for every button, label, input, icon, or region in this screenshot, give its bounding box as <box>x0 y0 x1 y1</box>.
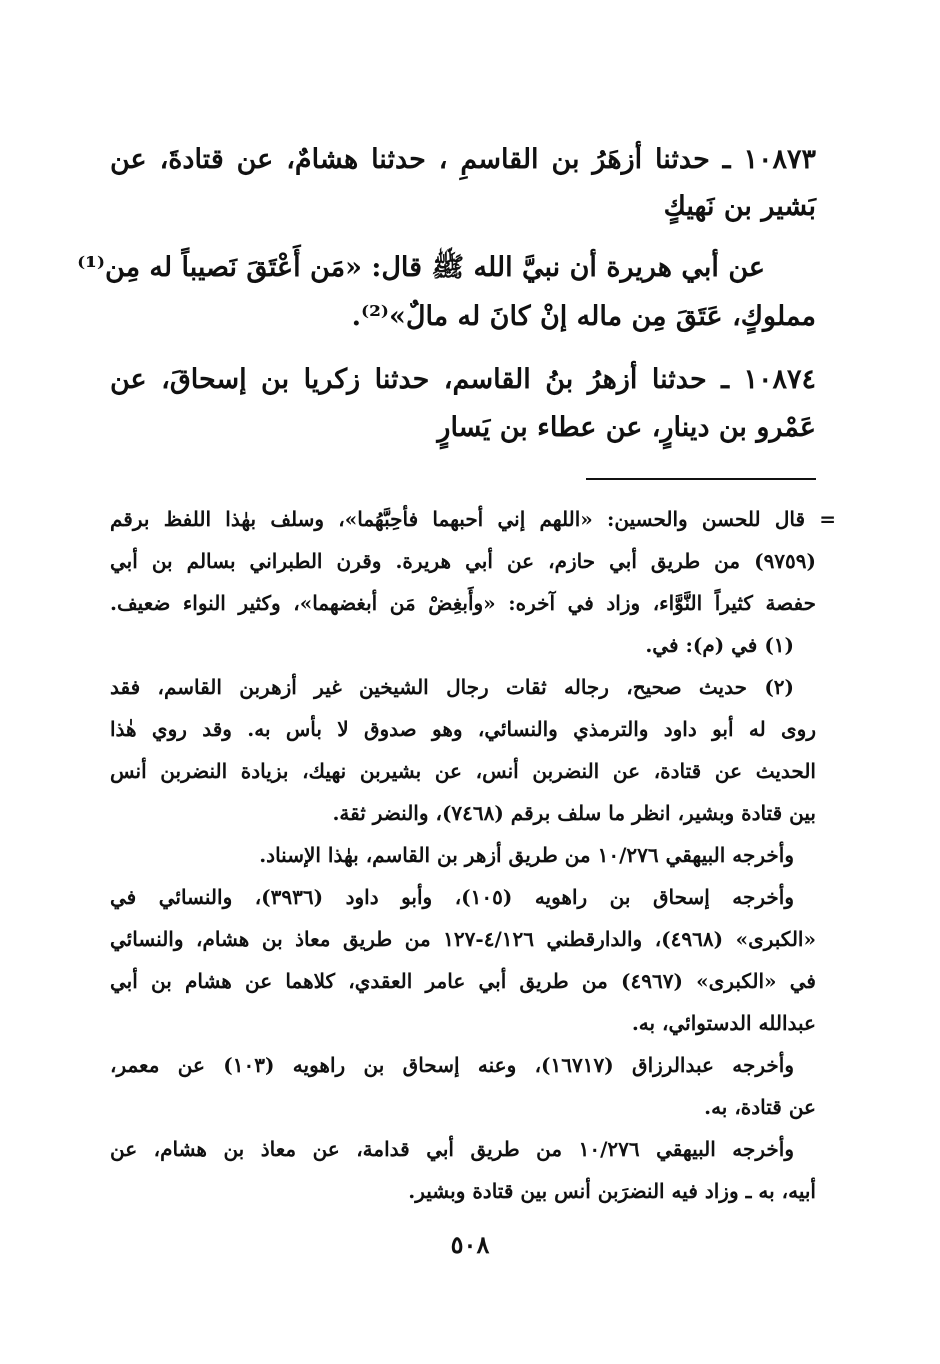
footnote-5-line-2: عن قتادة، به. <box>704 1095 816 1119</box>
footnote-6-line-1: وأخرجه البيهقي ١٠/٢٧٦ من طريق أبي قدامة، عن معاذ بن هشام، عن <box>110 1137 795 1161</box>
footnote-3-line-1: وأخرجه البيهقي ١٠/٢٧٦ من طريق أزهر بن القاسم، بهٰذا الإسناد. <box>259 843 794 867</box>
hadith-10873-matn-line-1: عن أبي هريرة أن نبيَّ الله ﷺ قال: «مَن أَعْتَقَ نَصيباً له مِن⁽¹⁾ <box>77 252 765 283</box>
footnote-2-line-4: بين قتادة وبشير، انظر ما سلف برقم (٧٤٦٨)، والنضر ثقة. <box>332 801 816 825</box>
footnote-4-line-2: «الكبرى» (٤٩٦٨)، والدارقطني ٤/١٢٦-١٢٧ من طريق معاذ بن هشام، والنسائي <box>110 927 816 951</box>
footnote-2-line-2: روى له أبو داود والترمذي والنسائي، وهو صدوق لا بأس به. وقد روي هٰذا <box>110 717 816 741</box>
hadith-10874-isnad-line-1: ١٠٨٧٤ ـ حدثنا أزهرُ بنُ القاسم، حدثنا زكريا بن إسحاقَ، عن <box>110 364 816 395</box>
footnote-continuation-line-1: = قال للحسن والحسين: «اللهم إني أحبهما فأحِبَّهُما»، وسلف بهٰذا اللفظ برقم <box>110 507 836 531</box>
footnote-6-line-2: أبيه، به ـ وزاد فيه النضرَبن أنس بين قتادة وبشير. <box>408 1179 816 1203</box>
footnote-2-line-1: (٢) حديث صحيح، رجاله ثقات رجال الشيخين غير أزهربن القاسم، فقد <box>110 675 794 699</box>
footnote-4-line-1: وأخرجه إسحاق بن راهويه (١٠٥)، وأبو داود (٣٩٣٦)، والنسائي في <box>110 885 794 909</box>
footnote-5-line-1: وأخرجه عبدالرزاق (١٦٧١٧)، وعنه إسحاق بن راهويه (١٠٣) عن معمر، <box>110 1053 794 1077</box>
hadith-10873-matn-line-2: مملوكٍ، عَتَقَ مِن ماله إنْ كانَ له مالٌ»⁽²⁾. <box>351 301 816 332</box>
page-number: ٥٠٨ <box>450 1230 490 1259</box>
footnote-4-line-4: عبدالله الدستوائي، به. <box>631 1011 816 1035</box>
footnote-2-line-3: الحديث عن قتادة، عن النضربن أنس، عن بشيربن نهيك، بزيادة النضربن أنس <box>110 759 816 783</box>
footnote-continuation-line-3: حفصة كثيراً النَّوَّاء، وزاد في آخره: «وأَبغِضْ مَن أبغضهما»، وكثير النواء ضعيف. <box>110 591 816 615</box>
hadith-10874-isnad-line-2: عَمْرو بن دينارٍ، عن عطاء بن يَسارٍ <box>437 412 816 443</box>
footnote-divider <box>586 478 816 480</box>
footnote-1: (١) في (م): في. <box>645 633 794 657</box>
footnote-continuation-line-2: (٩٧٥٩) من طريق أبي حازم، عن أبي هريرة. وقرن الطبراني بسالم بن أبي <box>110 549 816 573</box>
hadith-10873-isnad-line-2: بَشير بن نَهيكٍ <box>663 191 816 222</box>
hadith-10873-isnad-line-1: ١٠٨٧٣ ـ حدثنا أزهَرُ بن القاسمِ ، حدثنا هشامٌ، عن قتادةَ، عن <box>110 144 816 175</box>
footnote-4-line-3: في «الكبرى» (٤٩٦٧) من طريق أبي عامر العقدي، كلاهما عن هشام بن أبي <box>110 969 816 993</box>
